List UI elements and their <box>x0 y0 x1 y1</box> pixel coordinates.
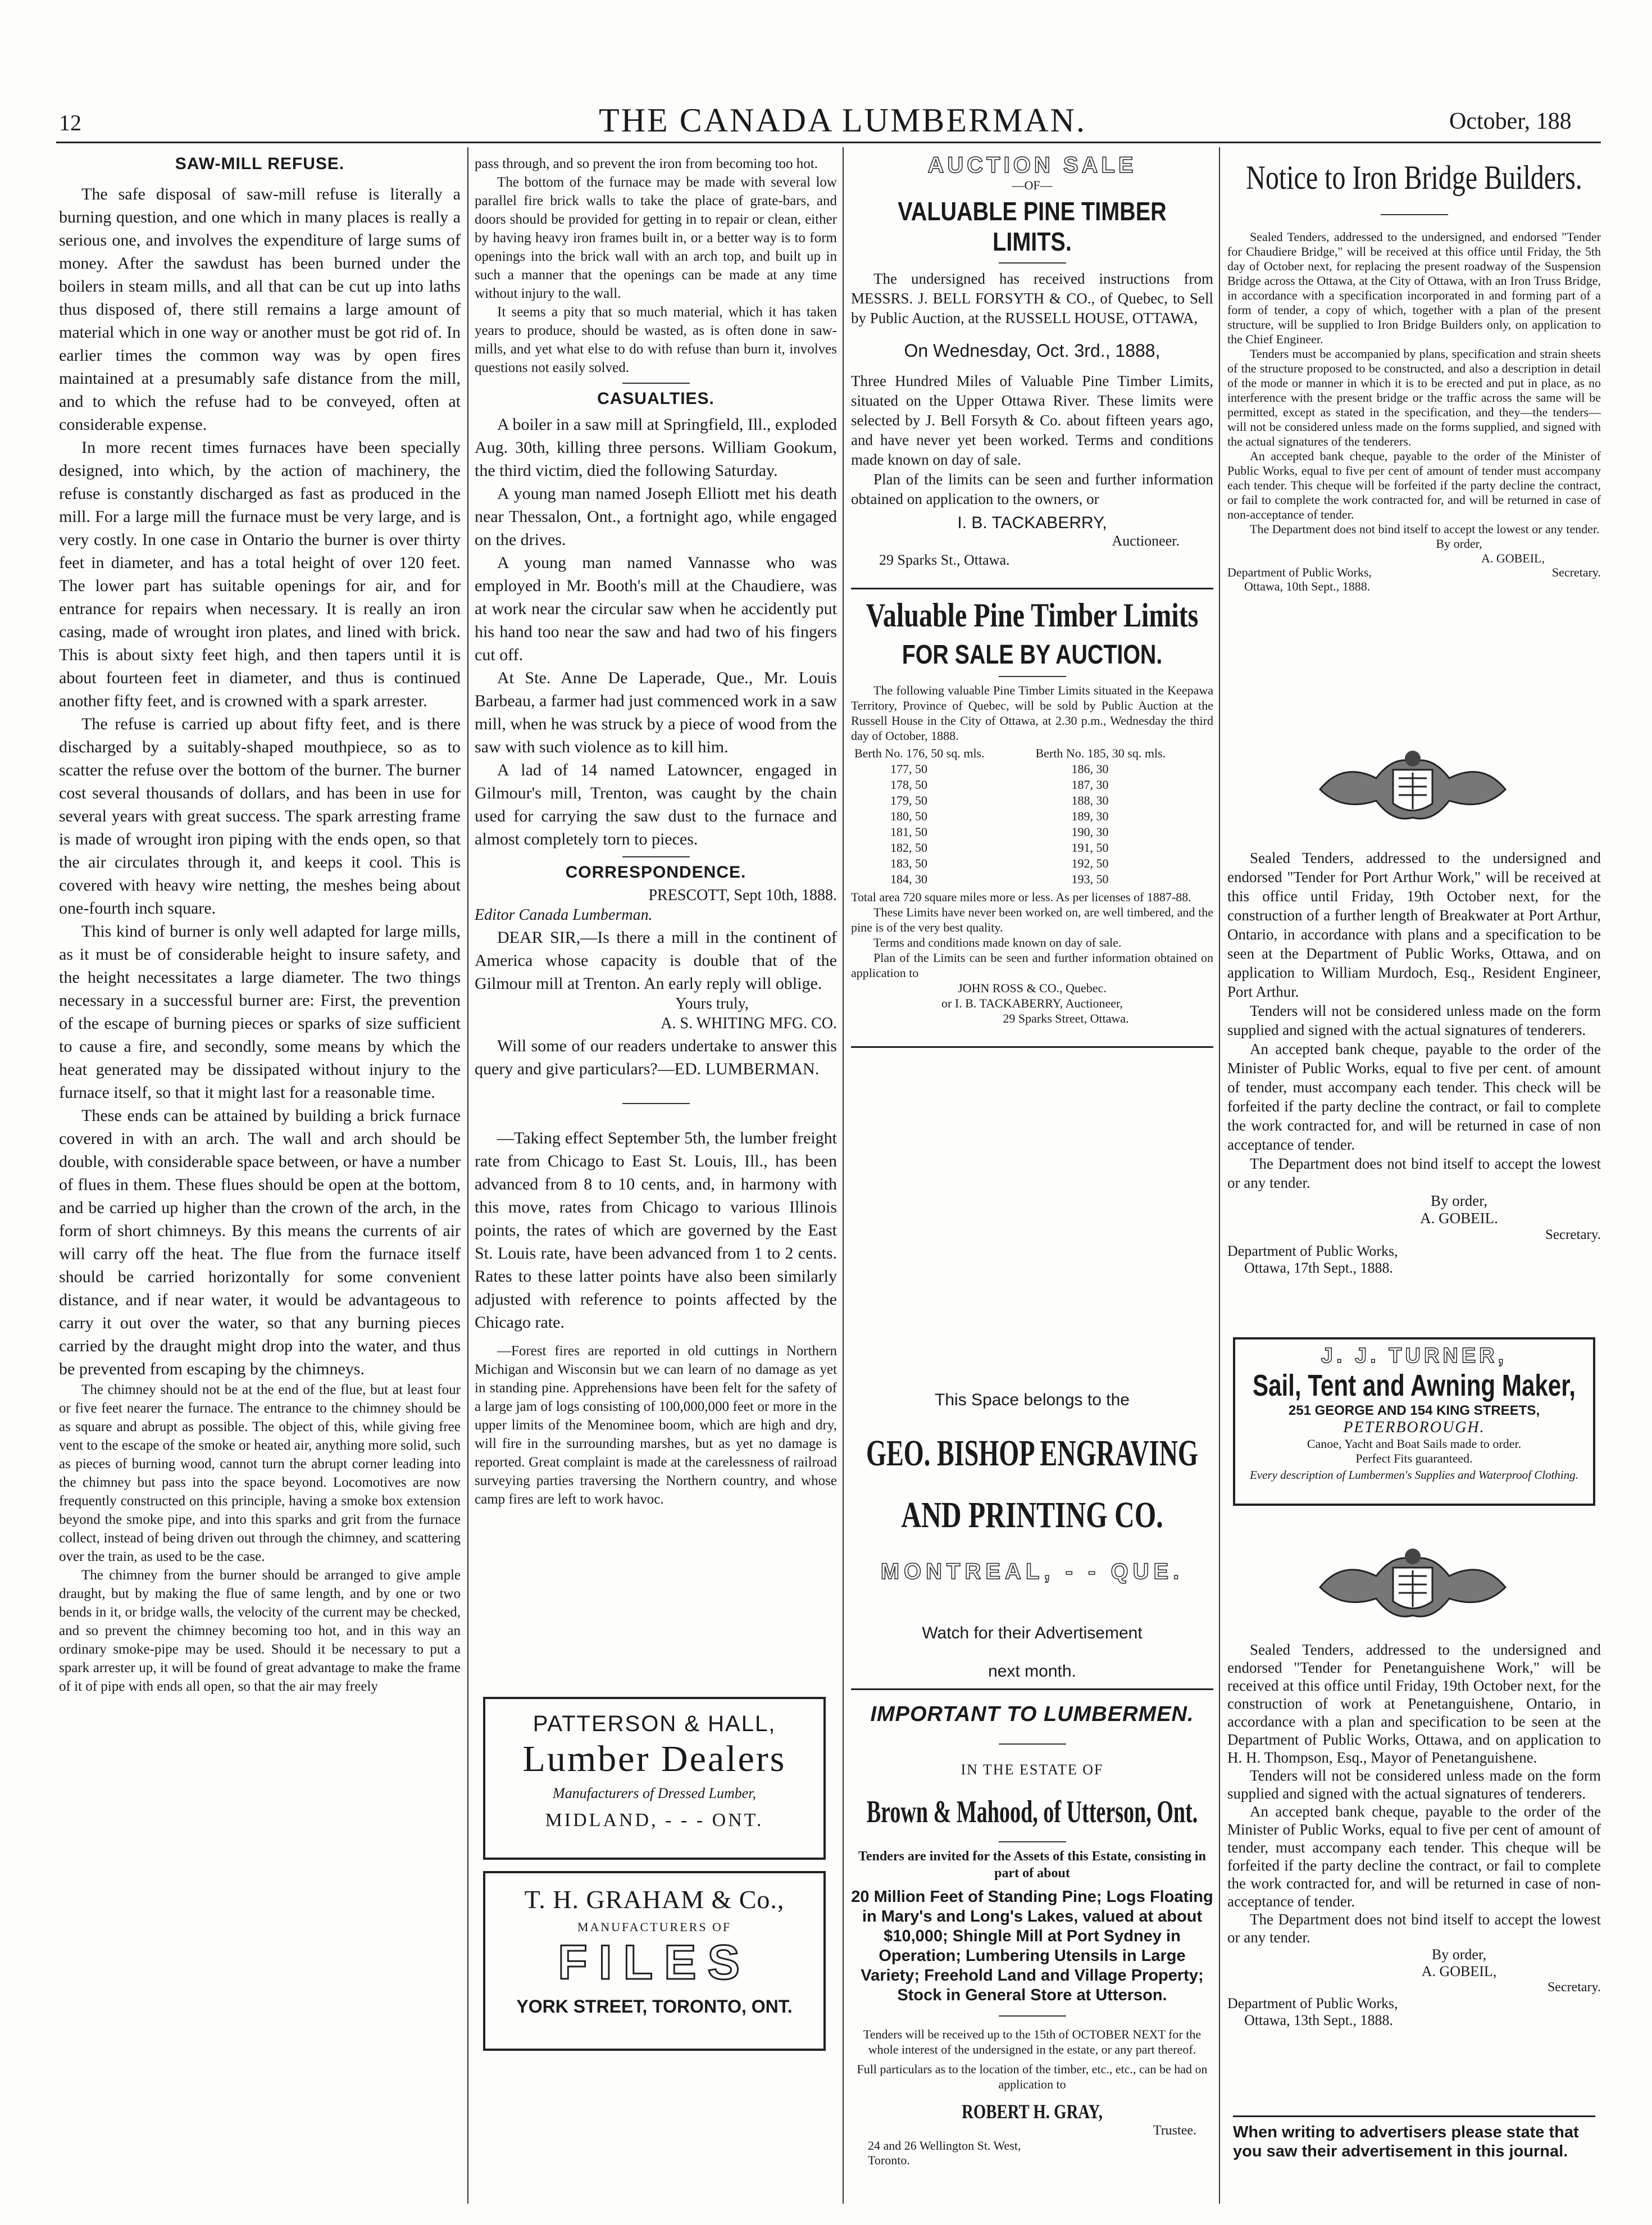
notice-order: By order, <box>1431 1192 1487 1209</box>
auction2-body: Plan of the Limits can be seen and further information obtained on application to <box>851 951 1213 980</box>
auction2-body: Terms and conditions made known on day of sale. <box>873 936 1122 950</box>
section-rule <box>851 588 1213 589</box>
table-cell: 193, 50 <box>1071 872 1109 886</box>
ad-subline: MANUFACTURERS OF <box>577 1920 732 1934</box>
table-row <box>851 871 1213 887</box>
ad-company-name: PATTERSON & HALL, <box>533 1711 776 1736</box>
ad-address: YORK STREET, TORONTO, ONT. <box>516 1996 793 2017</box>
section-rule <box>622 1103 690 1104</box>
casualties-title: CASUALTIES. <box>597 389 714 408</box>
casualty-item: A lad of 14 named Latowncer, engaged in Gilmour's mill, Trenton, was caught by the chain used for carrying the saw dust to the furnace and almost completely torn to pieces. <box>475 761 837 848</box>
column-divider <box>843 147 844 2204</box>
notice-role: Secretary. <box>1545 1227 1601 1242</box>
ad-company-name: GEO. BISHOP ENGRAVING <box>866 1433 1198 1474</box>
ad-tenders: Tenders will be received up to the 15th of OCTOBER NEXT for the whole interest of the undersigned in the estate, or any part thereof. <box>863 2027 1202 2056</box>
column-4 <box>1227 152 1601 594</box>
auction2-contact: JOHN ROSS & CO., Quebec. <box>958 981 1107 995</box>
auction-body: Three Hundred Miles of Valuable Pine Timber Limits, situated on the Upper Ottawa River. These limits were selected by J. Bell Forsyth & Co. about fifteen years ago, and have never yet been worked. Terms and conditions made known on day of sale. <box>851 373 1213 468</box>
notice-department: Department of Public Works, <box>1227 565 1372 579</box>
notice-paragraph: The Department does not bind itself to accept the lowest or any tender. <box>1227 1911 1601 1946</box>
notice-order: By order, <box>1436 537 1482 551</box>
table-cell: 188, 30 <box>1071 793 1109 807</box>
notice-paragraph: Sealed Tenders, addressed to the undersigned and endorsed "Tender for Penetanguishene Work," will be received at this office until Friday, 19th October next, for the construction of work at Penetanguishene, Ontario, in accordance with a plan and specification to be seen at the Department of Public Works, Ottawa, and on application to H. H. Thompson, Esq., Mayor of Penetanguishene. <box>1227 1641 1601 1766</box>
table-row <box>851 809 1213 824</box>
auction2-body: The following valuable Pine Timber Limits situated in the Keepawa Territory, Province of Quebec, will be sold by Public Auction at the Russell House in the City of Ottawa, at 2.30 p.m., Wednesday the third day of October, 1888. <box>851 683 1213 743</box>
table-row <box>851 793 1213 809</box>
auction2-body: Total area 720 square miles more or less. As per licenses of 1887-88. <box>851 890 1191 904</box>
page-number: 12 <box>59 110 81 135</box>
auction2-contact: 29 Sparks Street, Ottawa. <box>1003 1011 1129 1025</box>
advertiser-reminder: When writing to advertisers please state that you saw their advertisement in this journal. <box>1233 2123 1579 2160</box>
notice-paragraph: The Department does not bind itself to accept the lowest or any tender. <box>1250 522 1600 536</box>
column-3 <box>851 153 1213 1048</box>
notice-paragraph: An accepted bank cheque, payable to the order of the Minister of Public Works, equal to five per cent of amount of tender must accompany each tender. This cheque will be forfeited if the party decline the contract, or fail to complete the work contracted for, and will be returned in case of non-acceptance of tender. <box>1227 449 1601 521</box>
table-cell: 182, 50 <box>890 841 927 855</box>
notice-paragraph: Sealed Tenders, addressed to the undersigned, and endorsed "Tender for Chaudiere Bridge," will be received at this office until Friday, the 5th day of October next, for replacing the present roadway of the Suspension Bridge across the Ottawa, at the City of Ottawa, with an Iron Truss Bridge, in accordance with a specification incorporated in and forming part of a form of tender, a copy of which, together with a plan of the present structure, will be supplied to Iron Bridge Builders only, on application to the Chief Engineer. <box>1227 230 1601 346</box>
table-row <box>851 761 1213 777</box>
header-rule <box>56 142 1601 143</box>
table-cell: 187, 30 <box>1071 778 1109 792</box>
coat-of-arms-icon <box>1309 1542 1517 1627</box>
ad-trustee-name: ROBERT H. GRAY, <box>962 2100 1103 2123</box>
ad-th-graham <box>483 1871 826 2051</box>
section-rule <box>999 676 1066 677</box>
table-cell: 180, 50 <box>890 809 927 823</box>
auction-heading: AUCTION SALE <box>927 153 1137 178</box>
casualty-item: A young man named Vannasse who was employed in Mr. Booth's mill at the Chaudiere, was at work near the circular saw when he accidently put his hand too near the saw and had two of his fingers cut off. <box>475 553 837 664</box>
ad-patterson-hall <box>483 1697 826 1860</box>
notice-signature: A. GOBEIL. <box>1420 1210 1498 1227</box>
section-rule <box>999 1743 1066 1745</box>
ad-company-name: AND PRINTING CO. <box>901 1495 1163 1536</box>
table-row <box>851 824 1213 840</box>
ad-trustee-address: 24 and 26 Wellington St. West, Toronto. <box>868 2138 1021 2167</box>
auction-body: Plan of the limits can be seen and further information obtained on application to the owners, or <box>851 471 1213 507</box>
ad-city: PETERBOROUGH. <box>1343 1419 1485 1436</box>
notice-penetanguishene <box>1227 1641 1601 2029</box>
article-paragraph: It seems a pity that so much material, which it has taken years to produce, should be wasted, as is often done in saw-mills, and yet what else to do with refuse than burn it, involves questions not easily solved. <box>475 305 837 375</box>
issue-date: October, 188 <box>1449 108 1572 134</box>
ad-line: Canoe, Yacht and Boat Sails made to order. <box>1307 1437 1522 1451</box>
notice-title: Notice to Iron Bridge Builders. <box>1246 159 1582 196</box>
section-rule <box>622 856 690 857</box>
article-paragraph: This kind of burner is only well adapted for large mills, as it must be of considerable height to insure safety, and the height necessitates a large diameter. The two things necessary in a successful burner are: First, the prevention of the escape of burning pieces or sparks of size sufficient to cause a fire, and secondly, some means by which the heat generated may be dissipated without injury to the furnace itself, so that it might last for a reasonable time. <box>59 922 461 1102</box>
ad-trustee-role: Trustee. <box>1153 2123 1196 2138</box>
ad-line: Perfect Fits guaranteed. <box>1355 1451 1473 1465</box>
masthead-title: THE CANADA LUMBERMAN. <box>598 102 1087 139</box>
ad-turner <box>1233 1337 1595 1506</box>
table-header-cell: Berth No. 176, 50 sq. mls. <box>854 746 985 760</box>
auction2-contact: or I. B. TACKABERRY, Auctioneer, <box>941 996 1123 1010</box>
notice-date: Ottawa, 10th Sept., 1888. <box>1244 579 1371 593</box>
ad-company-name: J. J. TURNER, <box>1321 1344 1508 1368</box>
article-paragraph: In more recent times furnaces have been specially designed, into which, by the action of machinery, the refuse is constantly discharged as fast as produced in the mill. For a large mill the furnace must be very large, and is very costly. In one case in Ontario the burner is over thirty feet in diameter, and has a total height of over 120 feet. The lower part has suitable openings for air, and for entrance for repairs when necessary. It is really an iron casing, made of wrought iron plates, and lined with brick. This is about sixty feet high, and then tapers until it is about fourteen feet in diameter, and thus is continued another fifty feet, and is crowned with a spark arrester. <box>59 438 461 710</box>
casualty-item: A boiler in a saw mill at Springfield, Ill., exploded Aug. 30th, killing three persons. William Gookum, the third victim, died the following Saturday. <box>475 415 837 480</box>
ad-bishop-engraving <box>851 1391 1213 1681</box>
ad-subline: Manufacturers of Dressed Lumber, <box>552 1785 757 1801</box>
berth-table <box>851 746 1213 887</box>
letter-signature: A. S. WHITING MFG. CO. <box>661 1015 837 1032</box>
letter-body: DEAR SIR,—Is there a mill in the continent of America whose capacity is double that of the Gilmour mill at Trenton. An early reply will oblige. <box>475 928 837 993</box>
section-rule <box>999 2015 1066 2017</box>
table-cell: 183, 50 <box>890 856 927 870</box>
ad-line: This Space belongs to the <box>935 1391 1130 1409</box>
casualty-item: At Ste. Anne De Laperade, Que., Mr. Louis Barbeau, a farmer had just commenced work in a saw mill, when he was struck by a piece of wood from the saw with such violence as to kill him. <box>475 669 837 756</box>
auction2-title: Valuable Pine Timber Limits <box>866 597 1199 634</box>
ad-line: next month. <box>988 1662 1076 1681</box>
table-cell: 178, 50 <box>890 778 927 792</box>
ad-line: Every description of Lumbermen's Supplies and Waterproof Clothing. <box>1249 1468 1579 1482</box>
notice-port-arthur <box>1227 848 1601 1277</box>
table-header-row <box>851 746 1213 761</box>
ad-address: 251 GEORGE AND 154 KING STREETS, <box>1288 1403 1540 1418</box>
table-cell: 189, 30 <box>1071 809 1109 823</box>
article-paragraph: The safe disposal of saw-mill refuse is literally a burning question, and one which in many places is really a serious one, and involves the expenditure of large sums of money. After the sawdust has been burned under the boilers in steam mills, and all that can be cut up into laths thus disposed of, there still remains a large amount of material which in one way or another must be got rid of. In earlier times the common way was by open fires maintained at a presumably safe distance from the mill, and to which the refuse had to be conveyed, often at considerable expense. <box>59 185 461 434</box>
ad-assets: 20 Million Feet of Standing Pine; Logs Floating in Mary's and Long's Lakes, valued at about $10,000; Shingle Mill at Port Sydney in Operation; Lumbering Utensils in Large Variety; Freehold Land and Village Property; Stock in General Store at Utterson. <box>851 1888 1213 2004</box>
column-2 <box>475 155 837 1509</box>
section-rule <box>1381 214 1448 215</box>
section-rule <box>851 1688 1213 1690</box>
notice-paragraph: Sealed Tenders, addressed to the undersigned and endorsed "Tender for Port Arthur Work," will be received at this office until Friday, 19th October next, for the construction of a further length of Breakwater at Port Arthur, Ontario, in accordance with plans and a specification to be seen at the Department of Public Works, Ottawa, and on application to William Murdoch, Esq., Resident Engineer, Port Arthur. <box>1227 850 1601 1000</box>
ad-company-name: T. H. GRAHAM & Co., <box>524 1885 785 1914</box>
auction2-body: These Limits have never been worked on, are well timbered, and the pine is of the very best quality. <box>851 905 1213 934</box>
ad-location: MONTREAL, - - QUE. <box>880 1559 1184 1584</box>
table-cell: 186, 30 <box>1071 762 1109 776</box>
casualty-item: A young man named Joseph Elliott met his death near Thessalon, Ont., a fortnight ago, while engaged on the drives. <box>475 484 837 549</box>
section-rule <box>851 1046 1213 1048</box>
ad-estate-name: Brown & Mahood, of Utterson, Ont. <box>866 1795 1198 1829</box>
ad-trade: Sail, Tent and Awning Maker, <box>1253 1369 1576 1402</box>
section-rule <box>1233 2115 1595 2117</box>
article-paragraph: The chimney should not be at the end of the flue, but at least four or five feet nearer the furnace. The entrance to the chimney should be as square and abrupt as possible. The object of this, while giving free vent to the escape of the smoke or heated air, anything more solid, such as pieces of burning wood, cannot turn the abrupt corner leading into the chimney but pass into the space beyond. Locomotives are now frequently constructed on this principle, having a smoke box extension beyond the smoke pipe, and into this sparks and grit from the furnace collect, instead of being driven out through the chimney, and scattering over the train, as used to be the case. <box>59 1382 461 1564</box>
auctioneer-role: Auctioneer. <box>1112 533 1180 549</box>
table-cell: 184, 30 <box>890 872 927 886</box>
ad-title: IMPORTANT TO LUMBERMEN. <box>870 1702 1194 1726</box>
notice-paragraph: Tenders must be accompanied by plans, specification and strain sheets of the structure proposed to be constructed, and also a description in detail of the mode or manner in which it is to be erected and put in place, as no interference with the present bridge or the traffic across the same will be permitted, except as stated in the specification, and they—the tenders—will not be considered unless made on the forms supplied, and signed with the actual signatures of the tenderers. <box>1227 347 1601 448</box>
ad-trade: Lumber Dealers <box>522 1738 786 1779</box>
ad-invite: Tenders are invited for the Assets of this Estate, consisting in part of about <box>858 1849 1206 1881</box>
notice-department: Department of Public Works, <box>1227 1243 1398 1259</box>
table-cell: 190, 30 <box>1071 825 1109 839</box>
column-1 <box>59 155 461 1696</box>
news-item: —Taking effect September 5th, the lumber freight rate from Chicago to East St. Louis, Ill., has been advanced from 8 to 10 cents, and, in harmony with this move, rates from Chicago to various Illinois points, the rates of which are governed by the East St. Louis rate, have been advanced from 1 to 2 cents. Rates to these latter points have also been similarly adjusted with reference to points affected by the Chicago rate. <box>475 1129 837 1332</box>
article-paragraph: pass through, and so prevent the iron from becoming too hot. <box>475 156 818 171</box>
notice-paragraph: An accepted bank cheque, payable to the order of the Minister of Public Works, equal to five per cent. of amount of tender, must accompany each tender. This check will be forfeited if the party decline the contract, or fail to complete the work contracted for, and will be returned in case of non acceptance of tender. <box>1227 1041 1601 1153</box>
table-header-cell: Berth No. 185, 30 sq. mls. <box>1035 746 1166 760</box>
table-cell: 192, 50 <box>1071 856 1109 870</box>
notice-paragraph: Tenders will not be considered unless made on the form supplied and signed with the actual signatures of tenderers. <box>1227 1002 1601 1038</box>
auction-of: —OF— <box>1012 178 1053 192</box>
notice-paragraph: Tenders will not be considered unless made on the form supplied and signed with the actual signatures of tenderers. <box>1227 1767 1601 1802</box>
notice-date: Ottawa, 17th Sept., 1888. <box>1244 1260 1394 1276</box>
notice-signature: A. GOBEIL, <box>1481 551 1545 565</box>
notice-paragraph: The Department does not bind itself to accept the lowest or any tender. <box>1227 1155 1601 1191</box>
table-cell: 177, 50 <box>890 762 927 776</box>
ad-line: Watch for their Advertisement <box>922 1624 1143 1642</box>
coat-of-arms-icon <box>1309 744 1517 829</box>
notice-department: Department of Public Works, <box>1227 1995 1398 2011</box>
section-rule <box>999 262 1066 264</box>
article-paragraph: The refuse is carried up about fifty feet, and is there discharged by a suitably-shaped mouthpiece, so as to scatter the refuse over the bottom of the burner. The burner cost several thousands of dollars, and has been in use for several years with great success. The spark arresting frame is made of wrought iron piping with the ends open, so that the air circulates through it, and keeps it cool. This is covered with heavy wire netting, the meshes being about one-fourth inch square. <box>59 715 461 918</box>
auction-title: VALUABLE PINE TIMBER LIMITS. <box>898 197 1167 256</box>
ad-important-lumbermen <box>851 1702 1213 2168</box>
table-row <box>851 777 1213 793</box>
table-cell: 181, 50 <box>890 825 927 839</box>
editor-note: Will some of our readers undertake to answer this query and give particulars?—ED. LUMBERMAN. <box>475 1037 837 1078</box>
column-divider <box>1219 147 1220 2204</box>
notice-date: Ottawa, 13th Sept., 1888. <box>1244 2012 1394 2028</box>
article-paragraph: The bottom of the furnace may be made with several low parallel fire brick walls to take the place of grate-bars, and doors should be provided for getting in to repair or clean, either by having heavy iron frames built in, or a better way is to form openings into the brick wall with an arch top, and built up in such a manner that the openings can be made at any time without injury to the wall. <box>475 175 837 301</box>
news-item: —Forest fires are reported in old cuttings in Northern Michigan and Wisconsin but we can learn of no damage as yet in standing pine. Apprehensions have been felt for the safety of a large jam of logs consisting of 100,000,000 feet or more in the upper limits of the Menominee boom, which are high and dry, will fire in the surrounding marshes, but as yet no damage is reported. Great complaint is made at the carelessness of railroad surveying parties traversing the Northern country, and whose camp fires are left to work havoc. <box>475 1343 837 1507</box>
auction2-subtitle: FOR SALE BY AUCTION. <box>902 640 1163 670</box>
notice-order: By order, <box>1431 1946 1487 1963</box>
letter-close: Yours truly, <box>675 995 749 1012</box>
article-paragraph: The chimney from the burner should be arranged to give ample draught, but by making the flue of same length, and by one or two bends in it, or bridge walls, the velocity of the current may be checked, and so prevent the chimney becoming too hot, and in this way an ordinary smoke-pipe may be used. Should it be necessary to put a spark arrester up, it will be found of great advantage to make the frame of it of pipe with ends all open, so that the air may freely <box>59 1568 461 1694</box>
notice-role: Secretary. <box>1551 565 1601 579</box>
article-title: SAW-MILL REFUSE. <box>175 155 345 173</box>
table-cell: 179, 50 <box>890 793 927 807</box>
ad-location: MIDLAND, - - - ONT. <box>545 1810 764 1831</box>
ad-product: FILES <box>558 1936 751 1990</box>
letter-addressee: Editor Canada Lumberman. <box>475 906 653 924</box>
auction-body: The undersigned has received instructions from MESSRS. J. BELL FORSYTH & CO., of Quebec, to Sell by Public Auction, at the RUSSELL HOUSE, OTTAWA, <box>851 270 1213 326</box>
table-row <box>851 840 1213 856</box>
notice-signature: A. GOBEIL, <box>1421 1963 1497 1979</box>
column-divider <box>467 147 468 2204</box>
table-cell: 191, 50 <box>1071 841 1109 855</box>
correspondence-title: CORRESPONDENCE. <box>565 863 747 882</box>
auction-date: On Wednesday, Oct. 3rd., 1888, <box>904 340 1161 361</box>
ad-particulars: Full particulars as to the location of the timber, etc., etc., can be had on application to <box>857 2062 1208 2091</box>
ad-estate-line: IN THE ESTATE OF <box>961 1761 1104 1778</box>
notice-paragraph: An accepted bank cheque, payable to the order of the Minister of Public Works, equal to five per cent of amount of tender, must accompany each tender. This cheque will be forfeited if the party decline the contract, or fail to complete the work contracted for, and will be returned in case of non-acceptance of tender. <box>1227 1803 1601 1910</box>
notice-role: Secretary. <box>1547 1980 1601 1995</box>
letter-dateline: PRESCOTT, Sept 10th, 1888. <box>648 887 837 904</box>
auctioneer-address: 29 Sparks St., Ottawa. <box>879 552 1010 568</box>
section-rule <box>999 1841 1066 1842</box>
article-paragraph: These ends can be attained by building a brick furnace covered in with an arch. The wall and arch should be double, with considerable space between, or have a number of flues in them. These flues should be open at the bottom, and be carried up higher than the crown of the arch, in the form of short chimneys. By this means the currents of air will carry off the heat. The flue from the furnace itself should be carried horizontally for some convenient distance, and if near water, it would be advantageous to carry it out over the water, so that any burning pieces carried by the draught might drop into the water, and thus be prevented from escaping by the chimneys. <box>59 1106 461 1378</box>
table-row <box>851 856 1213 871</box>
section-rule <box>622 383 690 384</box>
auctioneer-name: I. B. TACKABERRY, <box>957 514 1107 532</box>
